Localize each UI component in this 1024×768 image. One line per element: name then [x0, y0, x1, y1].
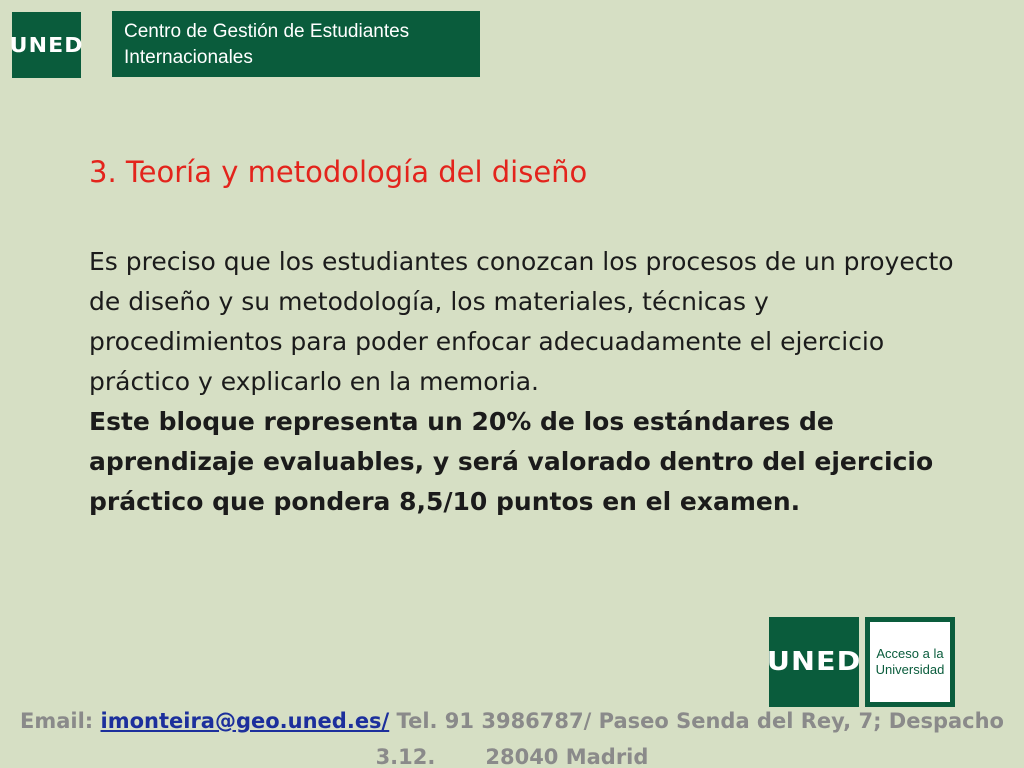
bottom-logos: [766, 617, 955, 707]
main-content: [89, 152, 969, 522]
evaluation-paragraph: Este bloque representa un 20% de los estándares de aprendizaje evaluables, y será valorado dentro del ejercicio práctico que pondera 8,5/10 puntos en el examen.: [89, 407, 934, 516]
footer: [0, 703, 1024, 768]
footer-line-2: [0, 739, 1024, 768]
email-label: Email:: [20, 709, 94, 733]
footer-line-1: [0, 703, 1024, 739]
banner-line-1: Centro de Gestión de Estudiantes: [124, 21, 410, 42]
uned-logo: [9, 12, 84, 78]
description-paragraph: Es preciso que los estudiantes conozcan los procesos de un proyecto de diseño y su metodología, los materiales, técnicas y procedimientos para poder enfocar adecuadamente el ejercicio práctico y explicarlo en la memoria.: [89, 247, 954, 396]
acceso-line-2: Universidad: [875, 662, 945, 677]
uned-logo-bottom-text: UNED: [766, 647, 862, 677]
uned-logo-bottom: [766, 617, 862, 707]
contact-text: Tel. 91 3986787/ Paseo Senda del Rey, 7; Despacho: [396, 709, 1004, 733]
email-link[interactable]: imonteira@geo.uned.es/: [100, 709, 390, 733]
acceso-universidad-logo: [865, 617, 955, 707]
section-title: 3. Teoría y metodología del diseño: [89, 155, 588, 189]
acceso-universidad-logo-inner: [870, 622, 950, 702]
header-banner: [112, 11, 480, 77]
body-text: [89, 242, 969, 522]
acceso-line-1: Acceso a la: [876, 646, 944, 661]
postal-address: 28040 Madrid: [485, 745, 649, 768]
banner-line-2: Internacionales: [124, 47, 253, 68]
uned-logo-text: UNED: [9, 33, 84, 57]
office-number: 3.12.: [375, 745, 436, 768]
